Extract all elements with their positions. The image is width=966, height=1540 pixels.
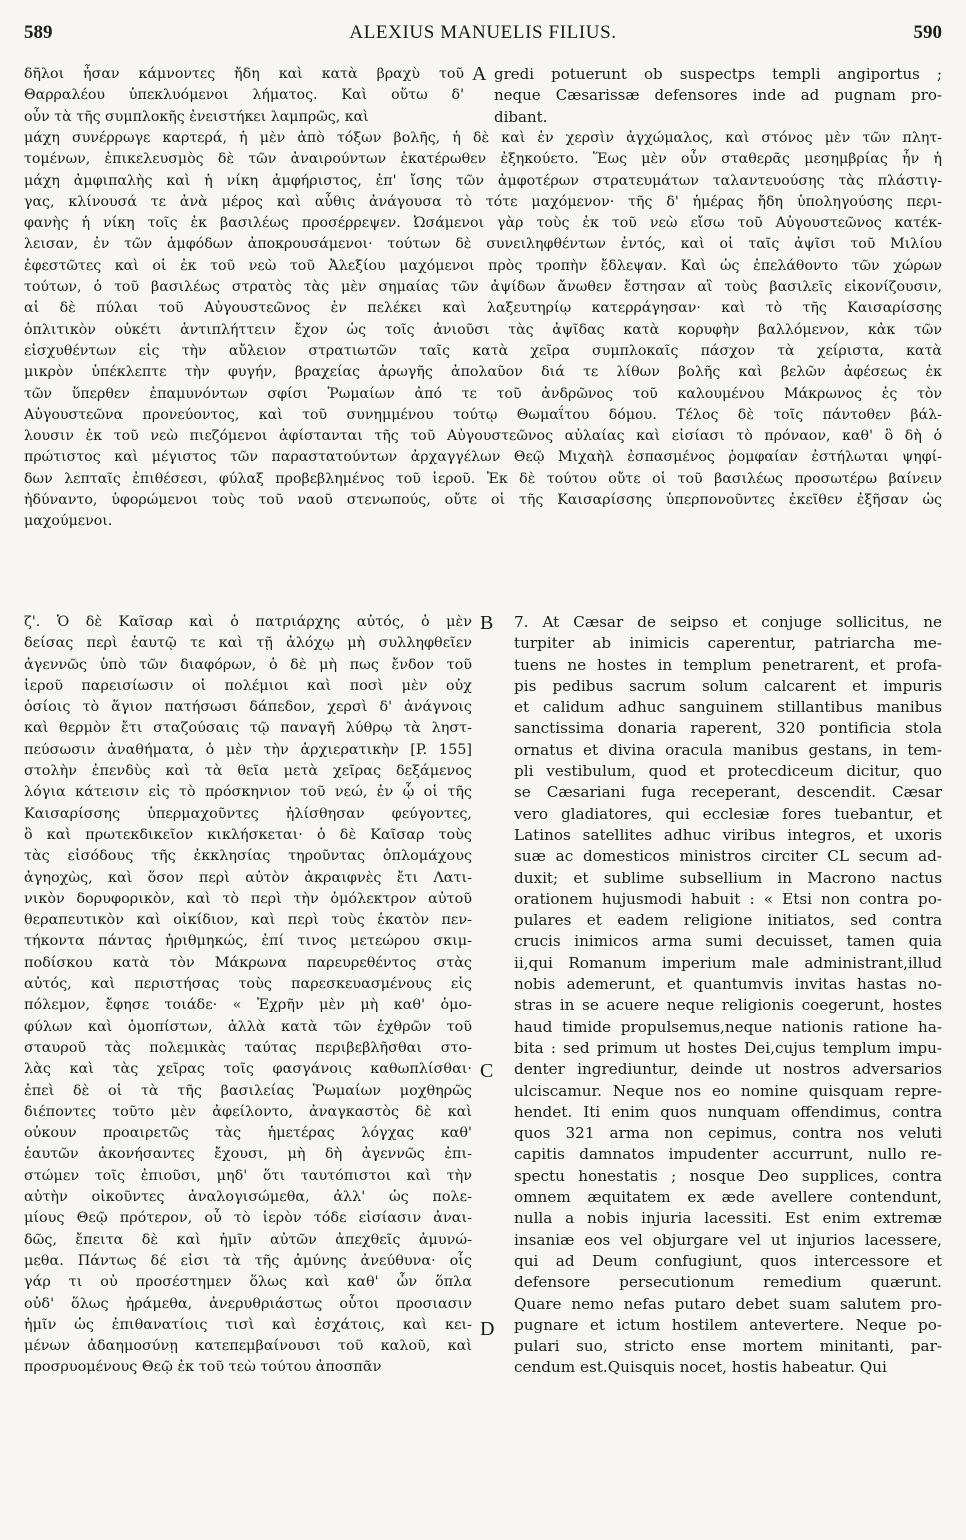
- greek-text-line: προσρυομένους Θεῷ ἐκ τοῦ τεὼ τούτου ἀποσπᾶν: [24, 1359, 382, 1376]
- latin-text-line: nulla a nobis injuria lacessiti. Est enim extremæ: [514, 1209, 942, 1228]
- latin-text-line: pulares et eadem religione initiatos, sed contra: [514, 911, 942, 930]
- greek-text-line: ἐπεὶ δὲ οἱ τὰ τῆς βασιλείας Ῥωμαίων μοχθηρῶς: [24, 1082, 472, 1099]
- greek-text-line: πόλεμον, ἔφησε τοιάδε· « Ἐχρῆν μὲν μὴ καθ' ὁμο-: [24, 997, 472, 1014]
- greek-text-line: οὐδ' ὅλως ἠράμεθα, ἀνερυθριάστως οὗτοι προσιασιν: [24, 1295, 472, 1312]
- latin-text-line: bita : sed primum ut hostes Dei,cujus templum impu-: [514, 1038, 942, 1057]
- latin-text-line: gredi potuerunt ob suspectps templi angiportus ;: [494, 65, 942, 83]
- latin-text-line: nobis ademerunt, et quantumvis invitas hastas no-: [514, 975, 942, 994]
- greek-text-line: πρώτιστος καὶ μέγιστος τῶν παραστατούντων ἀρχαγγέλων Θεῷ Μιχαὴλ ἐσπασμένος ῥομφαίαν ἐστήλωται ψηφί-: [24, 449, 942, 466]
- top-greek-fullwidth: [24, 128, 942, 533]
- greek-text-line: Αὐγουστεῶνα προνεύοντος, καὶ τοῦ συνημμένου τούτῳ Θωμαΐτου δόμου. Τέλος δὲ τοῖς πάντοθεν βάλ-: [24, 406, 942, 423]
- greek-text-line: μίους Θεῷ πρότερον, οὗ τὸ ἱερὸν τόδε εἰσίασιν ἀναι-: [24, 1210, 472, 1227]
- running-title: ALEXIUS MANUELIS FILIUS.: [349, 22, 617, 43]
- page-number-right: 590: [913, 22, 942, 43]
- page-number-left: 589: [24, 22, 53, 43]
- latin-text-line: suæ ac domesticos ministros circiter CL secum ad-: [514, 847, 942, 866]
- greek-text-line: ὁπλιτικὸν οὐκέτι ἀντιπλήττειν ἔχον ὡς τοῖς ἀνιοῦσι τὰς ἀψῖδας κατὰ κορυφὴν βαλλόμενον, κἀκ τῶν: [24, 321, 942, 338]
- greek-text-line: Θαρραλέου ὑπεκλυόμενοι λήματος. Καὶ οὕτω δ': [24, 87, 464, 104]
- greek-text-line: μάχη συνέρρωγε καρτερά, ἡ μὲν ἀπὸ τόξων βολῆς, ἡ δὲ καὶ ἐν χερσὶν ἀγχώμαλος, καὶ στόνος μὲν τῶν πλητ-: [24, 130, 942, 146]
- greek-text-line: ἡμῖν ὡς ἐπιθανατίοις τισὶ καὶ ἐσχάτοις, καὶ κει-: [24, 1316, 472, 1333]
- greek-text-line: ζ'. Ὁ δὲ Καῖσαρ καὶ ὁ πατριάρχης αὐτός, ὁ μὲν: [24, 614, 472, 630]
- latin-text-line: sanctissima donaria raperent, 320 pontificia stola: [514, 719, 942, 738]
- greek-text-line: ἠδύναντο, ὑφορώμενοι τοὺς τοῦ ναοῦ στενωπούς, οὔτε οἱ τῆς Καισαρίσσης ὑπερπονοῦντες ἐκεῖθεν ἐξῆσαν ὡς: [24, 492, 942, 509]
- greek-text-line: νικὸν δορυφορικὸν, καὶ τὸ περὶ τὴν ὁμόλεκτρον αὐτοῦ: [24, 890, 472, 907]
- greek-text-line: λόγια κάτεισιν εἰς τὸ πρόσκηνιον τοῦ νεώ, ἐν ᾧ οἱ τῆς: [24, 784, 472, 801]
- latin-text-line: Quare nemo nefas putaro debet suam salutem pro-: [514, 1294, 942, 1313]
- latin-text-line: omnem æquitatem ex æde avellere contendunt,: [514, 1188, 942, 1207]
- greek-text-line: στώμεν τοῖς ἐπιοῦσι, μηδ' ὅτι ταυτόπιστοι καὶ τὴν: [24, 1167, 472, 1184]
- margin-marker-a: A: [472, 63, 487, 85]
- greek-text-line: λεισαν, ἐν τῶν ἀμφόδων ἀποκρουσάμενοι· τούτων δὲ συνειληφθέντων ἐντός, καὶ οἱ ταῖς ἀψῖσι τοῦ Μιλίου: [24, 236, 942, 253]
- greek-text-line: δείσας περὶ ἑαυτῷ τε καὶ τῇ ἀλόχῳ μὴ συλληφθεῖεν: [24, 635, 472, 652]
- margin-marker-c: C: [480, 1060, 494, 1082]
- latin-text-line: vero gladiatores, qui ecclesiæ fores tuebantur, et: [514, 804, 942, 823]
- latin-text-line: haud timide propulsemus,neque nationis ratione ha-: [514, 1017, 942, 1036]
- margin-marker-b: B: [480, 612, 494, 634]
- greek-text-line: ἑαυτῶν ἀκονήσαντες ἔχουσι, μὴ δὴ ἀγεννῶς ἐπι-: [24, 1146, 472, 1163]
- greek-text-line: μαχούμενοι.: [24, 513, 113, 530]
- latin-text-line: cendum est.Quisquis nocet, hostis habeatur. Qui: [514, 1358, 887, 1377]
- greek-text-line: αἱ δὲ πύλαι τοῦ Αὐγουστεῶνος ἐν πελέκει καὶ λαξευτηρίῳ κατερράγησαν· καὶ τὸ τῆς Καισαρίσσης: [24, 300, 942, 317]
- greek-text-line: ποδίσκου κατὰ τὸν Μάκρωνα παρευρεθέντος στὰς: [24, 954, 472, 971]
- latin-text-line: pis pedibus sacrum solum calcarent et impuris: [514, 676, 942, 695]
- latin-text-line: pugnare et ictum hostilem antevertere. Neque po-: [514, 1315, 942, 1334]
- margin-marker-d: D: [480, 1318, 495, 1340]
- latin-text-line: pli vestibulum, quod et protecdiceum dicitur, quo: [514, 762, 942, 781]
- latin-text-line: spectu honestatis ; nosque Deo supplices, contra: [514, 1166, 942, 1185]
- greek-text-line: σταυροῦ τὰς πολεμικὰς ταύτας περιβεβλῆσθαι στο-: [24, 1039, 472, 1056]
- greek-text-line: ἱεροῦ παρεισίωσιν οἱ πολέμιοι καὶ ποσὶ μὲν οὐχ: [24, 677, 472, 694]
- greek-text-line: εἰσχυθέντων εἰς τὴν αὔλειον στρατιωτῶν ταῖς κατὰ χεῖρα συμπλοκαῖς πάσχον τὰ χείριστα, κατὰ: [24, 342, 942, 359]
- latin-text-line: insaniæ eos vel objurgare vel ut injurios lacessere,: [514, 1230, 942, 1249]
- top-latin-column: [494, 64, 942, 128]
- page-header: [24, 22, 942, 52]
- bilingual-columns: [24, 612, 942, 1522]
- latin-text-line: 7. At Cæsar de seipso et conjuge sollicitus, ne: [514, 613, 942, 631]
- latin-text-line: quos 321 arma non cepimus, contra nos veluti: [514, 1124, 942, 1143]
- latin-text-line: qui ad Deum confugiunt, quos intercessore et: [514, 1251, 942, 1270]
- greek-text-line: τῶν ὕπερθεν ἐπαμυνόντων σφίσι Ῥωμαίων ἀπό τε τοῦ ἀνδρῶνος τοῦ καλουμένου Μάκρωνος ἐς τὸν: [24, 385, 942, 402]
- greek-text-line: οὖν τὰ τῆς συμπλοκῆς ἐνειστήκει λαμπρῶς, καὶ: [24, 108, 369, 125]
- greek-text-line: ὁσίοις τὸ ἅγιον πατήσωσι δάπεδον, χερσὶ δ' ἀνάγνοις: [24, 699, 472, 716]
- latin-text-line: ornatus et divina oracula manibus gestans, in tem-: [514, 740, 942, 759]
- greek-text-line: αὐτὴν οἰκοῦντες ἀναλογισώμεθα, ἀλλ' ὡς πολε-: [24, 1189, 472, 1206]
- greek-text-line: μάχη ἀμφιπαλὴς καὶ ἡ νίκη ἀμφήριστος, ἐπ' ἴσης τῶν ἀμφοτέρων στρατευμάτων ταλαντευούσης τὰς πλάστιγ-: [24, 172, 942, 189]
- greek-text-line: γας, κλίνουσά τε ἀνὰ μέρος καὶ αὖθις ἀνάγουσα τὸ τότε μαχόμενον· τῆς δ' ἡμέρας ἤδη ὑποληγούσης περι-: [24, 193, 942, 210]
- latin-column: [514, 612, 942, 1379]
- latin-text-line: ulciscamur. Neque nos eo nomine quisquam repre-: [514, 1081, 942, 1100]
- latin-text-line: pulari suo, stricto ense mortem minitanti, par-: [514, 1337, 942, 1356]
- latin-text-line: capitis damnatos impudenter accurrunt, nullo re-: [514, 1145, 942, 1164]
- greek-text-line: μένων ἀδαημοσύνῃ κατεπεμβαίνουσι τοῦ καλοῦ, καὶ: [24, 1338, 472, 1355]
- greek-text-line: διέποντες τοῦτο μὲν ἀφείλοντο, ἀναγκαστὸς δὲ καὶ: [24, 1103, 472, 1120]
- greek-text-line: ὃ καὶ πρωτεκδικεῖον κικλήσκεται· ὁ δὲ Καῖσαρ τοὺς: [24, 826, 472, 843]
- latin-text-line: defensore persecutionum remedium quærunt.: [514, 1273, 942, 1292]
- greek-text-line: ἀγεννῶς ὑπὸ τῶν διαφόρων, ὁ δὲ μὴ πως ἔνδον τοῦ: [24, 656, 472, 673]
- latin-text-line: neque Cæsarissæ defensores inde ad pugnam pro-: [494, 86, 942, 105]
- greek-text-line: μεθα. Πάντως δέ εἰσι τὰ τῆς ἀμύνης ἀνεύθυνα· οἷς: [24, 1252, 472, 1269]
- greek-text-line: καὶ θερμὸν ἔτι σταζούσαις τῷ παναγῆ λύθρῳ τὰ ληστ-: [24, 720, 472, 737]
- greek-text-line: λὰς καὶ τὰς χεῖρας τοῖς φασγάνοις καθωπλίσθαι·: [24, 1061, 472, 1078]
- greek-text-line: φύλων καὶ ὁμοπίστων, ἀλλὰ κατὰ τῶν ἐχθρῶν τοῦ: [24, 1018, 472, 1035]
- greek-text-line: οὐκουν προαιρετῶς τὰς ἡμετέρας λόγχας καθ': [24, 1125, 472, 1142]
- latin-text-line: stras in se acuere neque religionis coegerunt, hostes: [514, 996, 942, 1015]
- greek-text-line: μικρὸν ὑπέκλεπτε τὴν φυγήν, βραχείας ἀρωγῆς ἀπολαῦον διά τε λίθων βολῆς καὶ βελῶν ἀφέσεως ἐκ: [24, 364, 942, 381]
- greek-text-line: γάρ τι οὐ προσέστημεν ὅλως καὶ καθ' ὧν ὅπλα: [24, 1274, 472, 1291]
- latin-text-line: hendet. Iti enim quos nunquam offendimus, contra: [514, 1102, 942, 1121]
- greek-text-line: τομένων, ἐπικελευσμὸς δὲ τῶν ἀναιρούντων ἑκατέρωθεν ἐξηκούετο. Ἕως μὲν οὖν σταθερᾶς μεσημβρίας ἦν ἡ: [24, 151, 942, 168]
- greek-text-line: αὐτός, καὶ περιστήσας τοὺς παρεσκευασμένους εἰς: [24, 976, 472, 993]
- latin-text-line: ii,qui Romanum imperium male administrant,illud: [514, 953, 942, 972]
- greek-text-line: πεύσωσιν ἀναθήματα, ὁ μὲν τὴν ἀρχιερατικὴν [P. 155]: [24, 741, 472, 758]
- greek-text-line: λουσιν ἐκ τοῦ νεὼ πιεζόμενοι ἀφίστανται τῆς τοῦ Αὐγουστεῶνος αὐλαίας καὶ εἰσίασι τὸ πρόναον, καθ' ὃ δὴ ὁ: [24, 428, 942, 445]
- latin-text-line: dibant.: [494, 107, 548, 126]
- latin-text-line: tuens ne hostes in templum penetrarent, et profa-: [514, 655, 942, 674]
- greek-column: [24, 612, 472, 1379]
- greek-text-line: Καισαρίσσης ὑπερμαχοῦντες ἠλίσθησαν φεύγοντες,: [24, 805, 472, 822]
- greek-text-line: δῶς, ἔπειτα δὲ καὶ ἡμῖν αὐτῶν ἀπεχθεῖς ἀμυνώ-: [24, 1231, 472, 1248]
- latin-text-line: crucis inimicos arma sumi decuisset, tamen quia: [514, 932, 942, 951]
- latin-text-line: et calidum adhuc sanguinem stillantibus manibus: [514, 698, 942, 717]
- greek-text-line: ἐφεστῶτες καὶ οἱ ἐκ τοῦ νεὼ τοῦ Ἀλεξίου μαχόμενοι πρὸς τροπὴν ἔδλεψαν. Καὶ ὡς ἐπελάθοντο τῶν χώρων: [24, 257, 942, 274]
- latin-text-line: Latinos satellites adhuc viribus integros, et uxoris: [514, 825, 942, 844]
- top-split-columns: [24, 64, 942, 128]
- greek-text-line: ἀγηοχὼς, καὶ ὅσον περὶ αὐτὸν ἀκραιφνὲς ἔτι Λατι-: [24, 869, 472, 886]
- latin-text-line: turpiter ab inimicis caperentur, patriarcha me-: [514, 634, 942, 653]
- latin-text-line: se Cæsariani fuga receperant, descendit. Cæsar: [514, 783, 942, 802]
- latin-text-line: denter ingrediuntur, deinde ut nostros adversarios: [514, 1060, 942, 1079]
- latin-text-line: duxit; et sublime subsellium in Macrono nactus: [514, 868, 942, 887]
- top-text-block: [24, 64, 942, 533]
- greek-text-line: φανὴς ἡ νίκη τοῖς ἐκ βασιλέως προσέρρεψεν. Ὠσάμενοι γὰρ τοὺς ἐκ τοῦ νεὼ εἴσω τοῦ Αὐγουστεῶνος κατέκ-: [24, 215, 942, 232]
- top-greek-column: [24, 64, 464, 128]
- latin-text-line: orationem hujusmodi habuit : « Etsi non contra po-: [514, 889, 942, 908]
- greek-text-line: δων λεπταῖς ἐπιθέσεσι, φύλαξ προβεβλημένος τοῦ ἱεροῦ. Ἐκ δὲ τούτου οὔτε οἱ τοῦ βασιλέως προσωτέρω βαίνειν: [24, 470, 942, 487]
- greek-text-line: στολὴν ἐπενδὺς καὶ τὰ θεῖα μετὰ χεῖρας δεξάμενος: [24, 763, 472, 780]
- greek-text-line: θεραπευτικὸν καὶ οἰκίδιον, καὶ περὶ τοὺς ἑκατὸν πεν-: [24, 912, 472, 929]
- greek-text-line: τούτων, ὁ τοῦ βασιλέως στρατὸς τὰς μὲν σημαίας τῶν ἀψίδων ἄνωθεν ἔστησαν αἳ τοὺς βασιλεῖς εἰκονίζουσιν,: [24, 279, 942, 296]
- greek-text-line: τὰς εἰσόδους τῆς ἐκκλησίας τηροῦντας ὁπλομάχους: [24, 848, 472, 865]
- greek-text-line: δῆλοι ἦσαν κάμνοντες ἤδη καὶ κατὰ βραχὺ τοῦ: [24, 66, 464, 82]
- greek-text-line: τήκοντα πάντας ἠριθμηκώς, ἐπί τινος μετεώρου σκιμ-: [24, 933, 472, 950]
